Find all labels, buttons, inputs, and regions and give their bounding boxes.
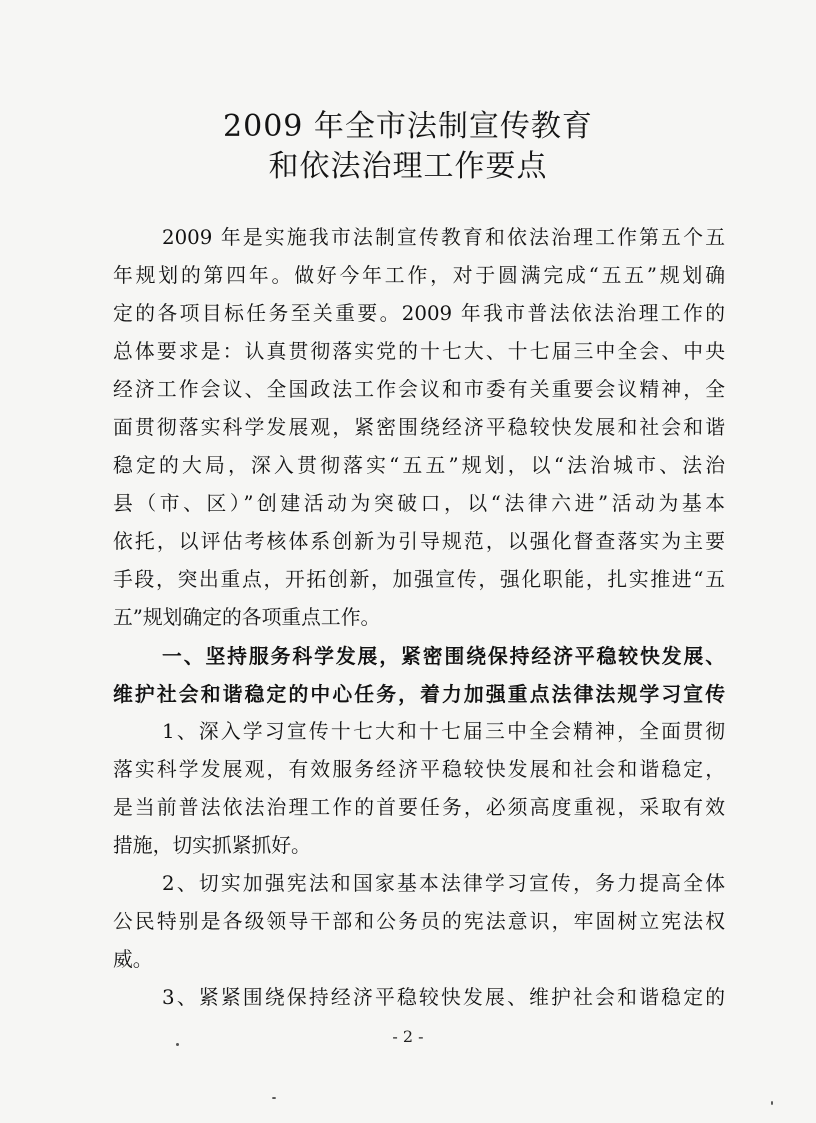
body-line: 总体要求是：认真贯彻落实党的十七大、十七届三中全会、中央 xyxy=(113,340,725,363)
body-line: 手段，突出重点，开拓创新，加强宣传，强化职能，扎实推进“五 xyxy=(113,568,725,591)
section-heading-line: 维护社会和谐稳定的中心任务，着力加强重点法律法规学习宣传 xyxy=(113,682,725,706)
body-line: 2009 年是实施我市法制宣传教育和依法治理工作第五个五 xyxy=(162,226,725,249)
scan-speck xyxy=(176,1043,179,1046)
body-line: 公民特别是各级领导干部和公务员的宪法意识，牢固树立宪法权 xyxy=(113,910,725,933)
document-title-line-2: 和依法治理工作要点 xyxy=(268,149,548,184)
body-line: 县（市、区）”创建活动为突破口，以“法律六进”活动为基本 xyxy=(113,492,725,515)
scan-speck xyxy=(771,1101,773,1105)
body-line: 五”规划确定的各项重点工作。 xyxy=(113,606,381,629)
body-line: 3、紧紧围绕保持经济平稳较快发展、维护社会和谐稳定的 xyxy=(162,986,725,1009)
body-line: 是当前普法依法治理工作的首要任务，必须高度重视，采取有效 xyxy=(113,796,725,819)
body-line: 1、深入学习宣传十七大和十七届三中全会精神，全面贯彻 xyxy=(162,720,725,743)
body-line: 2、切实加强宪法和国家基本法律学习宣传，务力提高全体 xyxy=(162,872,725,895)
body-line: 年规划的第四年。做好今年工作，对于圆满完成“五五”规划确 xyxy=(113,264,725,287)
body-line: 面贯彻落实科学发展观，紧密围绕经济平稳较快发展和社会和谐 xyxy=(113,416,725,439)
body-line: 威。 xyxy=(113,948,153,971)
section-heading-line: 一、坚持服务科学发展，紧密围绕保持经济平稳较快发展、 xyxy=(162,644,725,668)
body-line: 依托，以评估考核体系创新为引导规范，以强化督查落实为主要 xyxy=(113,530,725,553)
document-title-line-1: 2009 年全市法制宣传教育 xyxy=(223,109,593,144)
body-line: 定的各项目标任务至关重要。2009 年我市普法依法治理工作的 xyxy=(113,302,725,325)
body-line: 措施，切实抓紧抓好。 xyxy=(113,834,311,857)
body-line: 经济工作会议、全国政法工作会议和市委有关重要会议精神，全 xyxy=(113,378,725,401)
page-number: - 2 - xyxy=(392,1027,424,1046)
body-line: 落实科学发展观，有效服务经济平稳较快发展和社会和谐稳定， xyxy=(113,758,725,781)
scan-speck xyxy=(272,1097,276,1099)
body-line: 稳定的大局，深入贯彻落实“五五”规划，以“法治城市、法治 xyxy=(113,454,725,477)
